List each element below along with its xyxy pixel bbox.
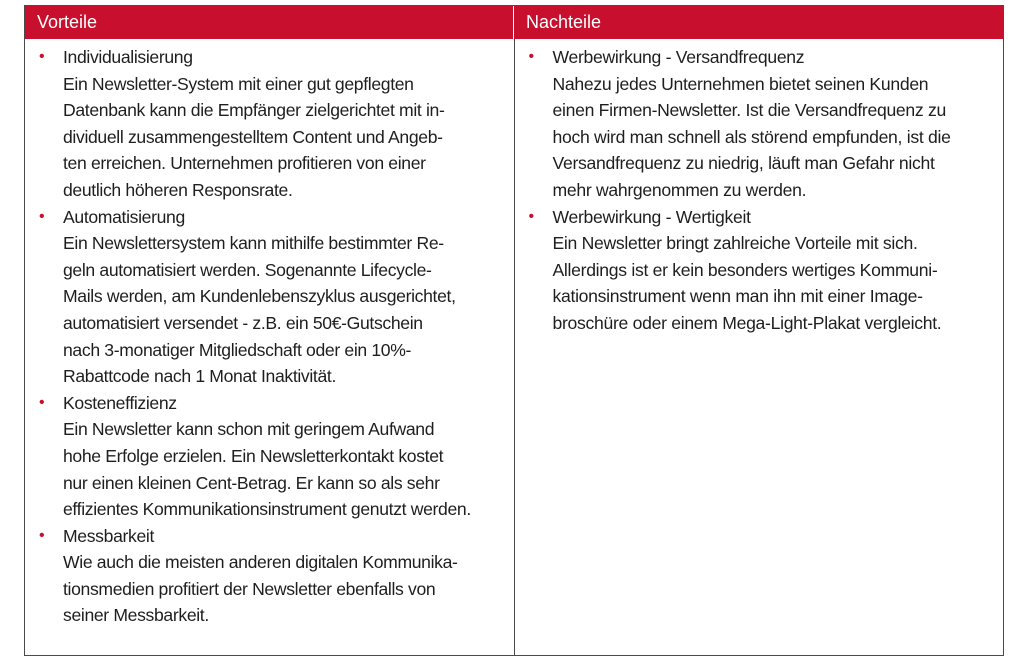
bullet-icon: • (528, 207, 534, 225)
header-disadvantages: Nachteile (526, 12, 602, 32)
advantage-title: Individualisierung (63, 47, 193, 67)
advantage-item (39, 523, 514, 629)
disadvantage-title: Werbewirkung - Versandfrequenz (552, 47, 805, 67)
table-body (25, 39, 1003, 655)
advantage-item (39, 390, 514, 523)
table-header (25, 6, 1003, 39)
header-advantages: Vorteile (25, 6, 514, 39)
advantage-text: Ein Newsletter-System mit einer gut gepflegten Datenbank kann die Empfänger zielgerichtet mit in- dividuell zusammengestelltem Content und Angeb- ten erreichen. Unternehmen profitieren von einer deutlich höheren Responsrate. (63, 73, 445, 200)
disadvantage-item (529, 204, 1004, 337)
advantage-text: Ein Newsletter kann schon mit geringem Aufwand hohe Erfolge erzielen. Ein Newsletterkontakt kostet nur einen kleinen Cent-Betrag. Er kann so als sehr effizientes Kommunikationsinstrument genutzt werden. (63, 419, 471, 520)
pros-cons-table (24, 5, 1004, 656)
bullet-icon: • (39, 207, 45, 225)
advantages-column (25, 39, 515, 655)
bullet-icon: • (39, 526, 45, 544)
advantage-text: Wie auch die meisten anderen digitalen Kommunika- tionsmedien profitiert der Newsletter ebenfalls von seiner Messbarkeit. (63, 552, 458, 626)
disadvantage-text: Ein Newsletter bringt zahlreiche Vorteile mit sich. Allerdings ist er kein besonders wertiges Kommuni- kationsinstrument wenn man ihn mit einer Image- broschüre oder einem Mega-Light-Plakat vergleicht. (552, 233, 942, 333)
advantage-item (39, 204, 514, 390)
disadvantage-text: Nahezu jedes Unternehmen bietet seinen Kunden einen Firmen-Newsletter. Ist die Versandfrequenz zu hoch wird man schnell als störend empfunden, ist die Versandfrequenz zu niedrig, läuft man Gefahr nicht mehr wahrgenommen zu werden. (552, 73, 951, 200)
advantage-title: Automatisierung (63, 206, 185, 227)
advantage-item (39, 44, 514, 204)
bullet-icon: • (528, 48, 534, 65)
disadvantage-item (529, 44, 1004, 204)
advantage-text: Ein Newslettersystem kann mithilfe bestimmter Re- geln automatisiert werden. Sogenannte Lifecycle- Mails werden, am Kundenlebenszyklus ausgerichtet, automatisiert versendet - z.B. ein 50€-Gutschein nach 3-monatiger Mitgliedschaft oder ein 10%- Rabattcode nach 1 Monat Inaktivität. (63, 233, 456, 387)
disadvantage-title: Werbewirkung - Wertigkeit (552, 206, 751, 227)
advantage-title: Kosteneffizienz (63, 392, 177, 413)
bullet-icon: • (39, 393, 45, 411)
advantage-title: Messbarkeit (63, 525, 154, 546)
disadvantages-column (515, 39, 1004, 655)
bullet-icon: • (39, 48, 45, 65)
